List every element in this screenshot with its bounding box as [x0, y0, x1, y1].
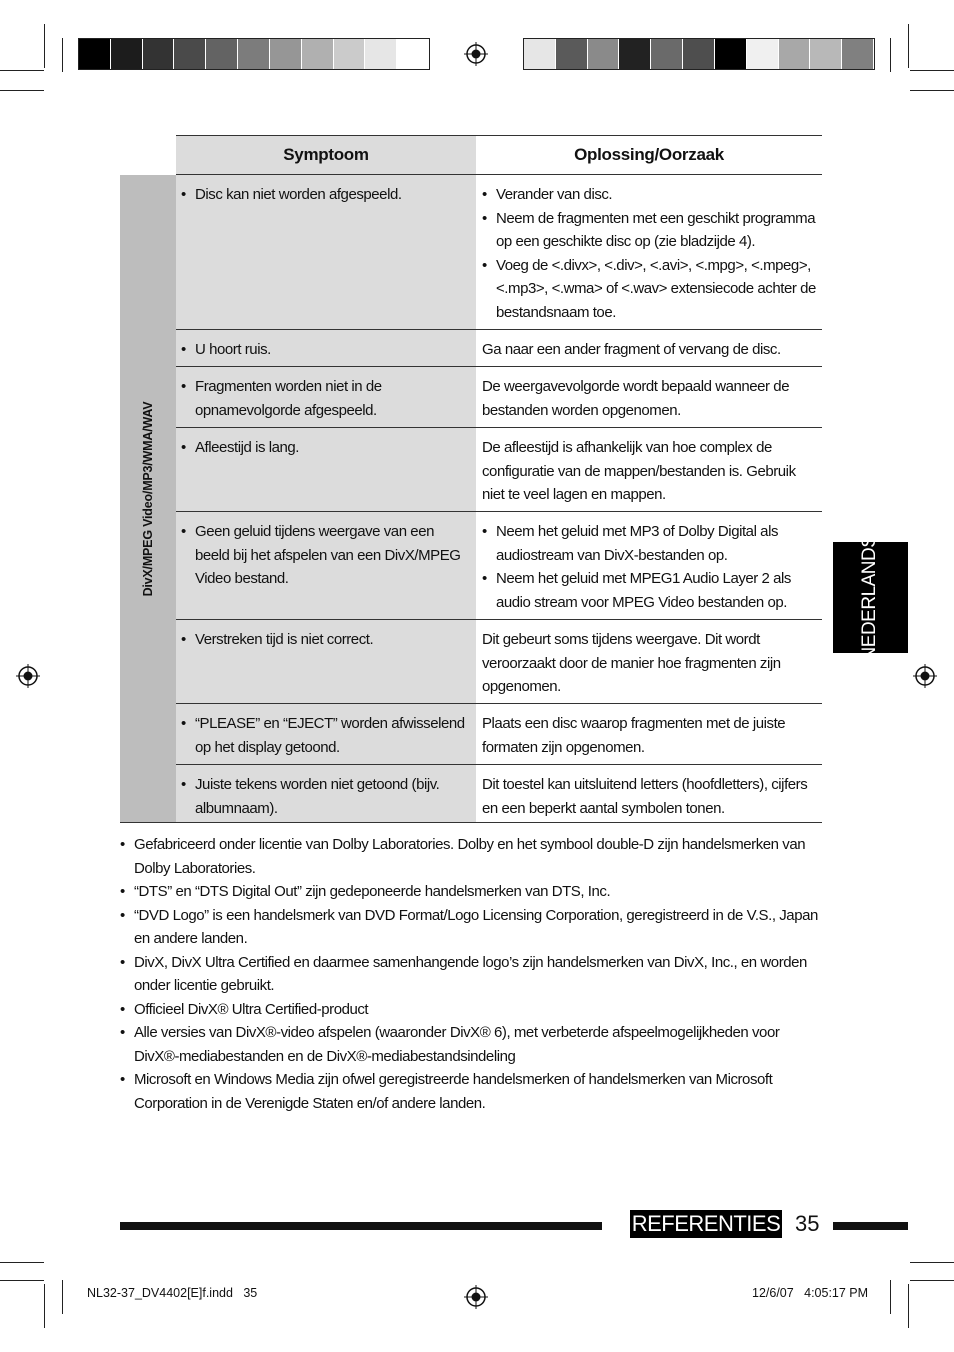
table-row: [176, 512, 822, 620]
side-label-text: DivX/MPEG Video/MP3/WMA/WAV: [141, 401, 155, 597]
solution-text: Dit toestel kan uitsluitend letters (hoofdletters), cijfers en een beperkt aantal symbolen tonen.: [482, 776, 808, 817]
registration-mark-icon: [16, 664, 40, 688]
color-swatch: [206, 39, 238, 69]
header-solution: Oplossing/Oorzaak: [574, 145, 724, 164]
registration-mark-icon: [464, 1285, 488, 1309]
symptom-text: • Geen geluid tijdens weergave van een beeld bij het afspelen van een DivX/MPEG Video bestand.: [181, 520, 471, 591]
crop-mark: [62, 1280, 63, 1314]
color-swatch: [397, 39, 429, 69]
table-row: [176, 704, 822, 765]
color-bar-left: [78, 38, 430, 70]
color-swatch: [79, 39, 111, 69]
crop-mark: [908, 1284, 909, 1328]
note-item: • Gefabriceerd onder licentie van Dolby Laboratories. Dolby en het symbool double-D zijn handelsmerken van Dolby Laboratories.: [120, 833, 822, 880]
crop-mark: [910, 1262, 954, 1263]
symptom-text: • Afleestijd is lang.: [181, 436, 471, 460]
color-swatch: [238, 39, 270, 69]
symptom-text: • “PLEASE” en “EJECT” worden afwisselend op het display getoond.: [181, 712, 471, 759]
color-swatch: [556, 39, 588, 69]
crop-mark: [0, 90, 44, 91]
slug-file: NL32-37_DV4402[E]f.indd 35: [87, 1286, 258, 1300]
solution-text: De afleestijd is afhankelijk van hoe complex de configuratie van de mappen/bestanden is. Gebruik niet te veel lagen en mappen.: [482, 439, 796, 503]
note-item: • “DVD Logo” is een handelsmerk van DVD Format/Logo Licensing Corporation, geregistreerd in de V.S., Japan en andere landen.: [120, 904, 822, 951]
page-number: 35: [795, 1211, 820, 1236]
footer-rule-left: [120, 1222, 602, 1230]
table-row: [176, 367, 822, 428]
section-label: REFERENTIES: [631, 1211, 781, 1236]
color-swatch: [619, 39, 651, 69]
crop-mark: [910, 1280, 954, 1281]
footer-rule-right: [833, 1222, 908, 1230]
symptom-text: • U hoort ruis.: [181, 338, 471, 362]
color-swatch: [651, 39, 683, 69]
color-swatch: [302, 39, 334, 69]
solution-bullet: • Voeg de <.divx>, <.div>, <.avi>, <.mpg>, <.mpeg>, <.mp3>, <.wma> of <.wav> extensiecode achter de bestandsnaam toe.: [482, 254, 818, 325]
table-row: [176, 765, 822, 823]
symptom-text: • Disc kan niet worden afgespeeld.: [181, 183, 471, 207]
crop-mark: [910, 90, 954, 91]
crop-mark: [908, 24, 909, 68]
solution-bullet: • Neem het geluid met MP3 of Dolby Digital als audiostream van DivX-bestanden op.: [482, 520, 818, 567]
language-tab: [833, 535, 908, 661]
crop-mark: [0, 70, 44, 71]
solution-text: De weergavevolgorde wordt bepaald wanneer de bestanden worden opgenomen.: [482, 378, 790, 419]
solution-text: Ga naar een ander fragment of vervang de disc.: [482, 341, 781, 358]
solution-bullet: • Verander van disc.: [482, 183, 818, 207]
crop-mark: [890, 1280, 891, 1314]
color-swatch: [715, 39, 747, 69]
table-side-label: [120, 175, 176, 823]
note-item: • Microsoft en Windows Media zijn ofwel geregistreerde handelsmerken of handelsmerken van Microsoft Corporation in de Verenigde Staten en/of andere landen.: [120, 1068, 822, 1115]
solution-text: Dit gebeurt soms tijdens weergave. Dit wordt veroorzaakt door de manier hoe fragmenten zijn opgenomen.: [482, 631, 781, 695]
symptom-text: • Fragmenten worden niet in de opnamevolgorde afgespeeld.: [181, 375, 471, 422]
solution-bullet: • Neem het geluid met MPEG1 Audio Layer 2 als audio stream voor MPEG Video bestanden op.: [482, 567, 818, 614]
symptom-text: • Verstreken tijd is niet correct.: [181, 628, 471, 652]
crop-mark: [44, 24, 45, 68]
color-swatch: [270, 39, 302, 69]
color-swatch: [111, 39, 143, 69]
color-swatch: [365, 39, 397, 69]
crop-mark: [910, 70, 954, 71]
trademark-notes: [120, 833, 822, 1115]
color-swatch: [779, 39, 811, 69]
color-swatch: [842, 39, 874, 69]
language-tab-label: NEDERLANDS: [859, 535, 880, 661]
color-swatch: [747, 39, 779, 69]
note-item: • “DTS” en “DTS Digital Out” zijn gedeponeerde handelsmerken van DTS, Inc.: [120, 880, 822, 904]
registration-mark-icon: [913, 664, 937, 688]
symptom-text: • Juiste tekens worden niet getoond (bijv. albumnaam).: [181, 773, 471, 820]
slug-timestamp: 12/6/07 4:05:17 PM: [752, 1286, 869, 1300]
color-swatch: [588, 39, 620, 69]
solution-text: Plaats een disc waarop fragmenten met de juiste formaten zijn opgenomen.: [482, 715, 786, 756]
crop-mark: [890, 38, 891, 72]
crop-mark: [0, 1280, 44, 1281]
color-swatch: [683, 39, 715, 69]
table-row: [176, 330, 822, 367]
note-item: • Officieel DivX® Ultra Certified-product: [120, 998, 822, 1022]
table-row: [176, 620, 822, 704]
table-row: [176, 428, 822, 512]
color-swatch: [334, 39, 366, 69]
table-header: [176, 135, 822, 175]
table-row: [176, 175, 822, 330]
crop-mark: [62, 38, 63, 72]
crop-mark: [0, 1262, 44, 1263]
note-item: • DivX, DivX Ultra Certified en daarmee samenhangende logo’s zijn handelsmerken van DivX, Inc., en worden onder licentie gebruikt.: [120, 951, 822, 998]
color-swatch: [524, 39, 556, 69]
solution-bullet: • Neem de fragmenten met een geschikt programma op een geschikte disc op (zie bladzijde 4).: [482, 207, 818, 254]
header-symptom: Symptoom: [176, 136, 476, 174]
registration-mark-icon: [464, 42, 488, 66]
color-bar-right: [523, 38, 875, 70]
color-swatch: [810, 39, 842, 69]
note-item: • Alle versies van DivX®-video afspelen (waaronder DivX® 6), met verbeterde afspeelmogelijkheden voor DivX®-mediabestanden en de DivX®-mediabestandsindeling: [120, 1021, 822, 1068]
color-swatch: [174, 39, 206, 69]
color-swatch: [143, 39, 175, 69]
crop-mark: [44, 1284, 45, 1328]
